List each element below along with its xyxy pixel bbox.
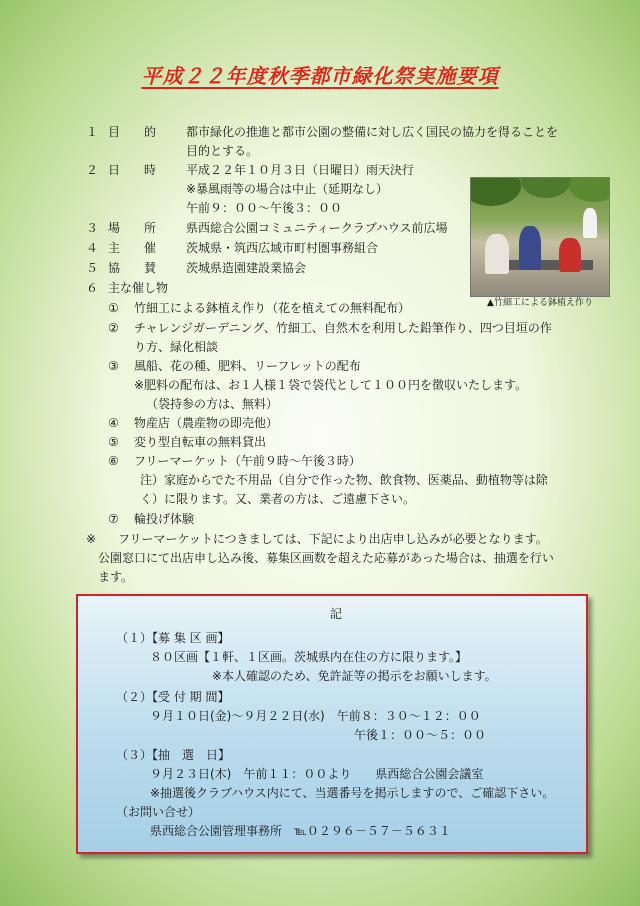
item-number: ２ bbox=[86, 163, 99, 177]
tree-shape bbox=[521, 177, 571, 198]
section-title: （３）【抽 選 日】 bbox=[116, 748, 231, 762]
item-value: ※暴風雨等の場合は中止（延期なし） bbox=[186, 182, 389, 196]
notice-text: 公園窓口にて出店申し込み後、募集区画数を超えた応募があった場合は、抽選を行い bbox=[98, 551, 554, 565]
item-number: ４ bbox=[86, 241, 99, 255]
item-label: 協 賛 bbox=[108, 261, 157, 275]
event-number: ④ bbox=[108, 416, 119, 430]
item-value: 午前９：００～午後３：００ bbox=[186, 201, 343, 215]
item-label: 目 的 bbox=[108, 125, 157, 139]
person-shape bbox=[519, 226, 541, 270]
section-text: ※本人確認のため、免許証等の掲示をお願いします。 bbox=[212, 669, 497, 683]
notice-mark: ※ bbox=[86, 532, 97, 546]
event-text: 変り型自転車の無料貸出 bbox=[134, 435, 267, 449]
item-label: 主な催し物 bbox=[108, 281, 169, 295]
event-photo bbox=[470, 177, 610, 297]
person-shape bbox=[583, 208, 597, 238]
item-number: １ bbox=[86, 125, 99, 139]
event-text: 風船、花の種、肥料、リーフレットの配布 bbox=[134, 359, 361, 373]
application-info-box bbox=[76, 594, 588, 854]
event-text: 物産店（農産物の即売他） bbox=[134, 416, 279, 430]
notice-text: フリーマーケットにつきましては、下記により出店申し込みが必要となります。 bbox=[118, 532, 548, 546]
event-text: フリーマーケット（午前９時～午後３時） bbox=[134, 454, 361, 468]
event-note: 注）家庭からでた不用品（自分で作った物、飲食物、医薬品、動植物等は除 bbox=[140, 473, 548, 487]
section-text: 午後１：００～５：００ bbox=[354, 728, 487, 742]
item-label: 日 時 bbox=[108, 163, 157, 177]
event-number: ③ bbox=[108, 359, 119, 373]
notice-text: ます。 bbox=[98, 570, 134, 584]
event-number: ⑤ bbox=[108, 435, 119, 449]
box-heading: 記 bbox=[330, 607, 343, 621]
section-text: ※抽選後クラブハウス内にて、当選番号を掲示しますので、ご確認下さい。 bbox=[150, 786, 555, 800]
item-value: 県西総合公園コミュニティークラブハウス前広場 bbox=[186, 221, 448, 235]
section-title: （１）【募 集 区 画】 bbox=[116, 631, 230, 645]
section-text: ９月２３日(木) 午前１１：００より 県西総合公園会議室 bbox=[150, 767, 484, 781]
photo-caption: ▲竹細工による鉢植え作り bbox=[487, 298, 593, 308]
person-shape bbox=[559, 238, 581, 272]
event-text: 輪投げ体験 bbox=[134, 512, 195, 526]
event-text: 竹細工による鉢植え作り（花を植えての無料配布） bbox=[134, 301, 411, 315]
contact-title: （お問い合せ） bbox=[116, 805, 201, 819]
item-label: 場 所 bbox=[108, 221, 157, 235]
item-number: ６ bbox=[86, 281, 99, 295]
event-text: り方、緑化相談 bbox=[134, 340, 219, 354]
section-text: ９月１０日(金)～９月２２日(水) 午前８：３０～１２：００ bbox=[150, 709, 481, 723]
item-value: 茨城県・筑西広域市町村圏事務組合 bbox=[186, 241, 379, 255]
item-label: 主 催 bbox=[108, 241, 157, 255]
event-note: く）に限ります。又、業者の方は、ご遠慮下さい。 bbox=[140, 492, 416, 506]
item-number: ３ bbox=[86, 221, 99, 235]
tree-shape bbox=[470, 177, 521, 206]
item-value: 目的とする。 bbox=[186, 144, 259, 158]
section-title: （２）【受 付 期 間】 bbox=[116, 690, 230, 704]
event-note: ※肥料の配布は、お１人様１袋で袋代として１００円を徴収いたします。 bbox=[134, 378, 528, 392]
item-value: 茨城県造園建設業協会 bbox=[186, 261, 307, 275]
event-number: ⑦ bbox=[108, 512, 119, 526]
item-value: 平成２２年１０月３日（日曜日）雨天決行 bbox=[186, 163, 415, 177]
event-text: チャレンジガーデニング、竹細工、自然木を利用した鉛筆作り、四つ目垣の作 bbox=[134, 321, 552, 335]
section-text: ８０区画【１軒、１区画。茨城県内在住の方に限ります。】 bbox=[150, 650, 468, 664]
item-number: ５ bbox=[86, 261, 99, 275]
page-title: 平成２２年度秋季都市緑化祭実施要項 bbox=[141, 64, 499, 88]
event-number: ⑥ bbox=[108, 454, 119, 468]
item-value: 都市緑化の推進と都市公園の整備に対し広く国民の協力を得ることを bbox=[186, 125, 559, 139]
event-number: ② bbox=[108, 321, 119, 335]
contact-info: 県西総合公園管理事務所 ℡０２９６－５７－５６３１ bbox=[150, 824, 451, 838]
event-note: （袋持参の方は、無料） bbox=[146, 397, 279, 411]
event-number: ① bbox=[108, 301, 119, 315]
tree-shape bbox=[569, 177, 610, 202]
person-shape bbox=[485, 234, 509, 274]
